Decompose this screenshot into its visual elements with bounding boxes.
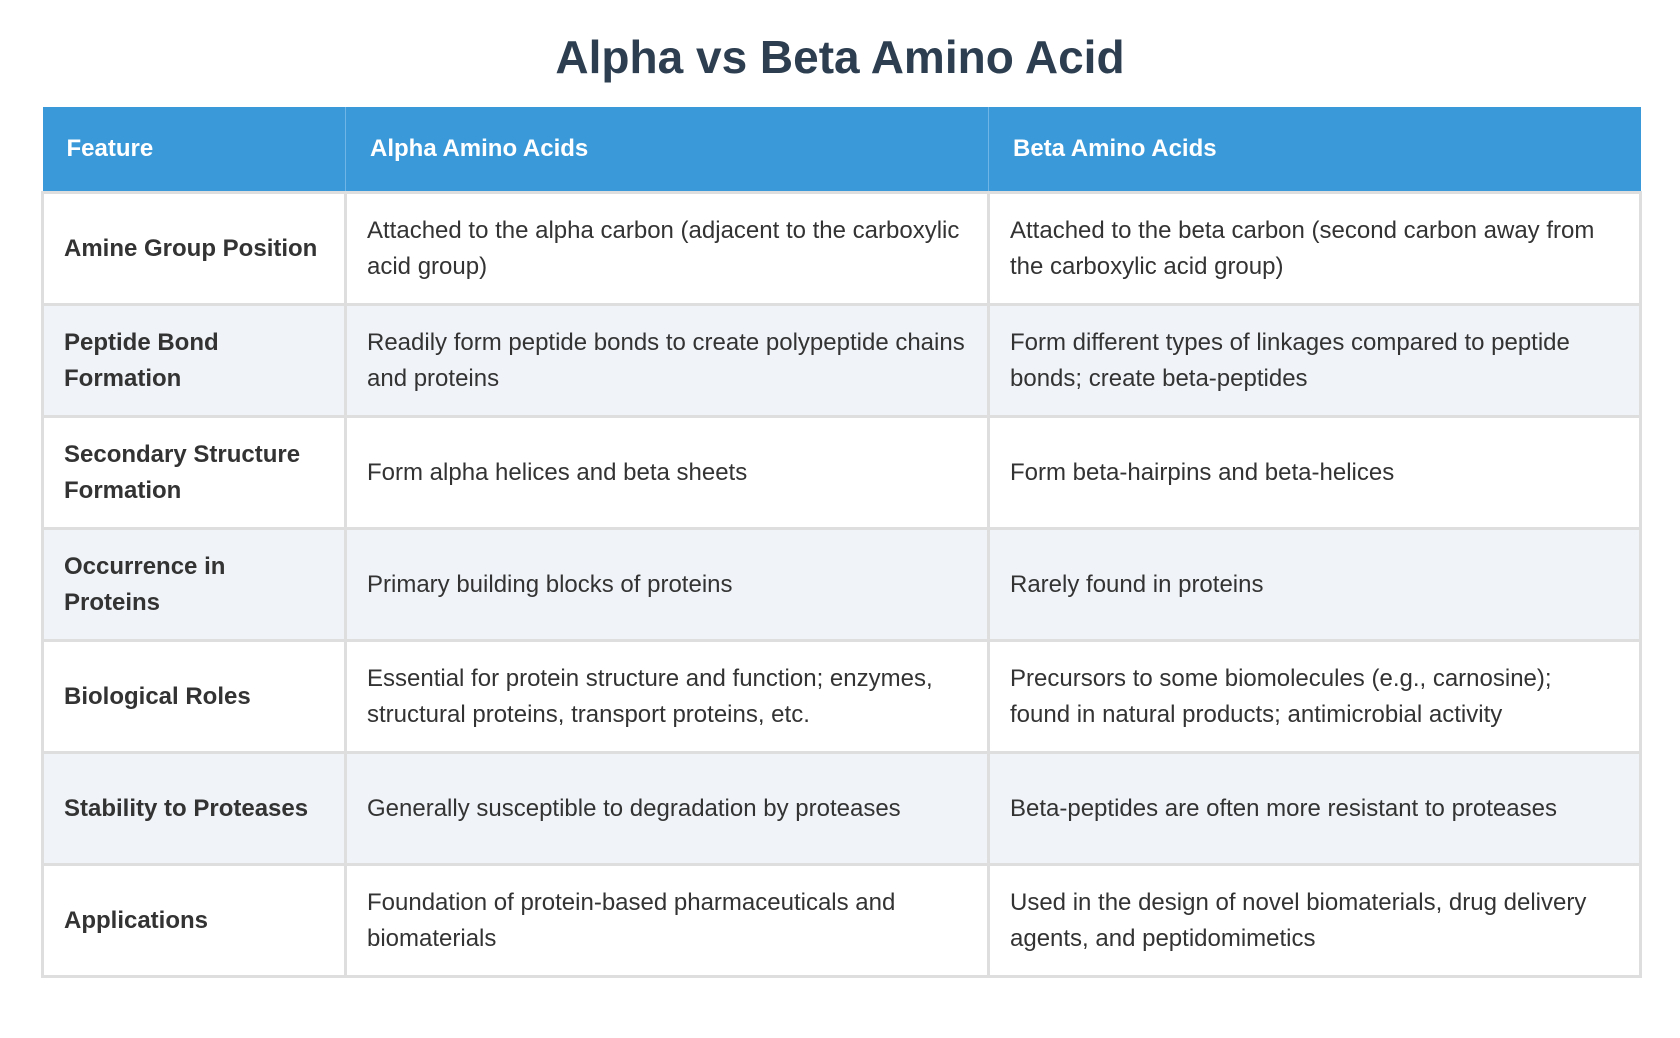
table-row (43, 529, 1641, 641)
alpha-cell: Primary building blocks of proteins (346, 529, 989, 641)
beta-cell: Form beta-hairpins and beta-helices (989, 417, 1641, 529)
beta-cell: Beta-peptides are often more resistant to proteases (989, 753, 1641, 865)
alpha-cell: Readily form peptide bonds to create polypeptide chains and proteins (346, 305, 989, 417)
table-row (43, 641, 1641, 753)
column-header-beta: Beta Amino Acids (989, 107, 1641, 193)
column-header-feature: Feature (43, 107, 346, 193)
table-row (43, 865, 1641, 977)
alpha-cell: Foundation of protein-based pharmaceuticals and biomaterials (346, 865, 989, 977)
feature-cell: Amine Group Position (43, 193, 346, 305)
page-title: Alpha vs Beta Amino Acid (555, 31, 1125, 83)
alpha-cell: Essential for protein structure and function; enzymes, structural proteins, transport proteins, etc. (346, 641, 989, 753)
alpha-cell: Form alpha helices and beta sheets (346, 417, 989, 529)
feature-cell: Secondary Structure Formation (43, 417, 346, 529)
beta-cell: Form different types of linkages compared to peptide bonds; create beta-peptides (989, 305, 1641, 417)
alpha-cell: Attached to the alpha carbon (adjacent to the carboxylic acid group) (346, 193, 989, 305)
table-row (43, 193, 1641, 305)
beta-cell: Used in the design of novel biomaterials, drug delivery agents, and peptidomimetics (989, 865, 1641, 977)
feature-cell: Stability to Proteases (43, 753, 346, 865)
beta-cell: Rarely found in proteins (989, 529, 1641, 641)
comparison-table (41, 107, 1642, 978)
beta-cell: Precursors to some biomolecules (e.g., carnosine); found in natural products; antimicrobial activity (989, 641, 1641, 753)
table-row (43, 305, 1641, 417)
feature-cell: Biological Roles (43, 641, 346, 753)
header-row (43, 107, 1641, 193)
alpha-cell: Generally susceptible to degradation by proteases (346, 753, 989, 865)
column-header-alpha: Alpha Amino Acids (346, 107, 989, 193)
feature-cell: Applications (43, 865, 346, 977)
feature-cell: Peptide Bond Formation (43, 305, 346, 417)
table-header (43, 107, 1641, 193)
table-row (43, 417, 1641, 529)
feature-cell: Occurrence in Proteins (43, 529, 346, 641)
beta-cell: Attached to the beta carbon (second carbon away from the carboxylic acid group) (989, 193, 1641, 305)
table-row (43, 753, 1641, 865)
table-body (43, 193, 1641, 977)
